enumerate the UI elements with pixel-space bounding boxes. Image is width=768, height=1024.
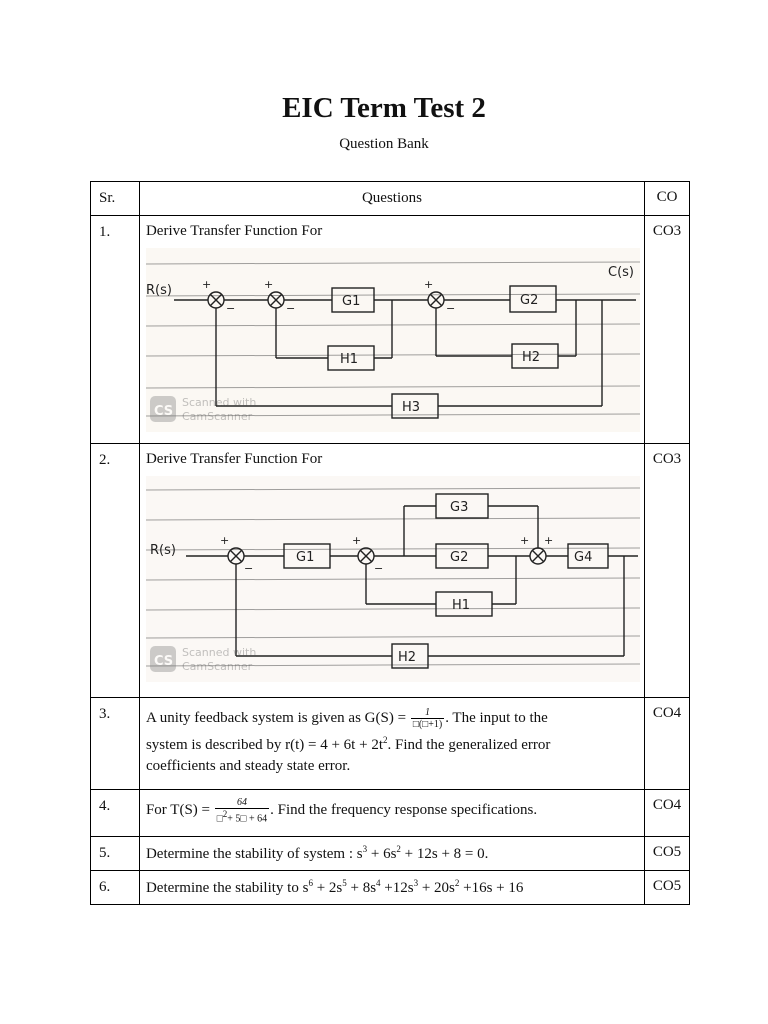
- question-cell: [139, 790, 644, 837]
- svg-text:CamScanner: CamScanner: [181, 410, 253, 423]
- table-row: [91, 444, 690, 698]
- diagram2-label-rs: R(s): [149, 543, 176, 558]
- svg-text:Scanned with: Scanned with: [181, 646, 257, 659]
- diagram1-label-cs: C(s): [607, 265, 634, 280]
- svg-text:+: +: [519, 534, 530, 547]
- diagram2-label-g3: G3: [449, 500, 469, 515]
- table-row: [91, 698, 690, 790]
- diagram1-label-h1: H1: [339, 352, 359, 367]
- question-cell: A unity feedback system is given as G(S) = $\frac{1}{□(□+1)}$ . The input to the system is described by $r(t) = 4 + 6t + 2t^2$. Find the generalized error coefficients and steady state error.: [139, 698, 644, 790]
- camscanner-watermark: [150, 646, 256, 673]
- table-row: [91, 837, 690, 871]
- diagram1-label-h2: H2: [521, 350, 541, 365]
- svg-text:+: +: [201, 278, 212, 291]
- svg-text:−: −: [225, 302, 236, 315]
- svg-text:Scanned with: Scanned with: [181, 396, 257, 409]
- table-header-row: [91, 182, 690, 216]
- block-diagram-1: [146, 248, 640, 432]
- page-title: EIC Term Test 2: [282, 92, 486, 124]
- svg-text:+: +: [351, 534, 362, 547]
- diagram2-label-g1: G1: [295, 550, 315, 565]
- question-text: For T(S) = $\frac{64}{□^2+ 5□ + 64}$ . Find the frequency response specifications.: [145, 797, 538, 825]
- page-subtitle: Question Bank: [339, 136, 429, 152]
- question-cell: [139, 871, 644, 905]
- svg-text:+: +: [263, 278, 274, 291]
- table-row: [91, 871, 690, 905]
- row-number: 5.: [91, 837, 140, 871]
- header-questions: Questions: [139, 182, 644, 216]
- question-cell: [139, 837, 644, 871]
- diagram2-label-g4: G4: [573, 550, 593, 565]
- co-cell: CO3: [644, 444, 689, 698]
- row-number: 4.: [91, 790, 140, 837]
- co-cell: CO3: [644, 216, 689, 444]
- co-cell: CO4: [644, 790, 689, 837]
- row-number: 2.: [91, 444, 140, 698]
- question-text: Derive Transfer Function For: [145, 451, 323, 467]
- question-text: Determine the stability of system : $s^3 + 6s^2 + 12s + 8 = 0$.: [145, 844, 489, 862]
- diagram1-label-h3: H3: [401, 400, 421, 415]
- header-co: CO: [644, 182, 689, 216]
- svg-text:−: −: [445, 302, 456, 315]
- co-cell: CO5: [644, 837, 689, 871]
- block-diagram-2: [146, 476, 640, 682]
- svg-text:−: −: [243, 562, 254, 575]
- diagram2-label-h2: H2: [397, 650, 417, 665]
- question-table: [90, 181, 690, 905]
- transfer-fraction: $\frac{64}{□^2+ 5□ + 64}$: [216, 797, 268, 825]
- co-cell: CO5: [644, 871, 689, 905]
- co-cell: CO4: [644, 698, 689, 790]
- header-sr: Sr.: [91, 182, 140, 216]
- svg-text:+: +: [543, 534, 554, 547]
- diagram2-label-g2: G2: [449, 550, 469, 565]
- diagram2-label-h1: H1: [451, 598, 471, 613]
- svg-text:CamScanner: CamScanner: [181, 660, 253, 673]
- row-number: 6.: [91, 871, 140, 905]
- question-text: A unity feedback system is given as G(S) = $\frac{1}{□(□+1)}$ . The input to the: [145, 707, 548, 730]
- svg-text:CS: CS: [153, 654, 174, 669]
- transfer-fraction: $\frac{1}{□(□+1)}$: [412, 707, 443, 730]
- diagram1-label-rs: R(s): [145, 283, 172, 298]
- row-number: 3.: [91, 698, 140, 790]
- question-text: Derive Transfer Function For: [145, 223, 323, 239]
- question-cell: [139, 216, 644, 444]
- svg-text:CS: CS: [153, 404, 174, 419]
- svg-text:−: −: [373, 562, 384, 575]
- table-row: [91, 790, 690, 837]
- camscanner-watermark: [150, 396, 256, 423]
- diagram1-label-g2: G2: [519, 293, 539, 308]
- svg-text:+: +: [423, 278, 434, 291]
- row-number: 1.: [91, 216, 140, 444]
- table-row: [91, 216, 690, 444]
- svg-text:−: −: [285, 302, 296, 315]
- diagram1-label-g1: G1: [341, 294, 361, 309]
- question-text: Determine the stability to $s^6 + 2s^5 + 8s^4 +12s^3 + 20s^2 +16s + 16$: [145, 878, 524, 896]
- question-cell: [139, 444, 644, 698]
- svg-text:+: +: [219, 534, 230, 547]
